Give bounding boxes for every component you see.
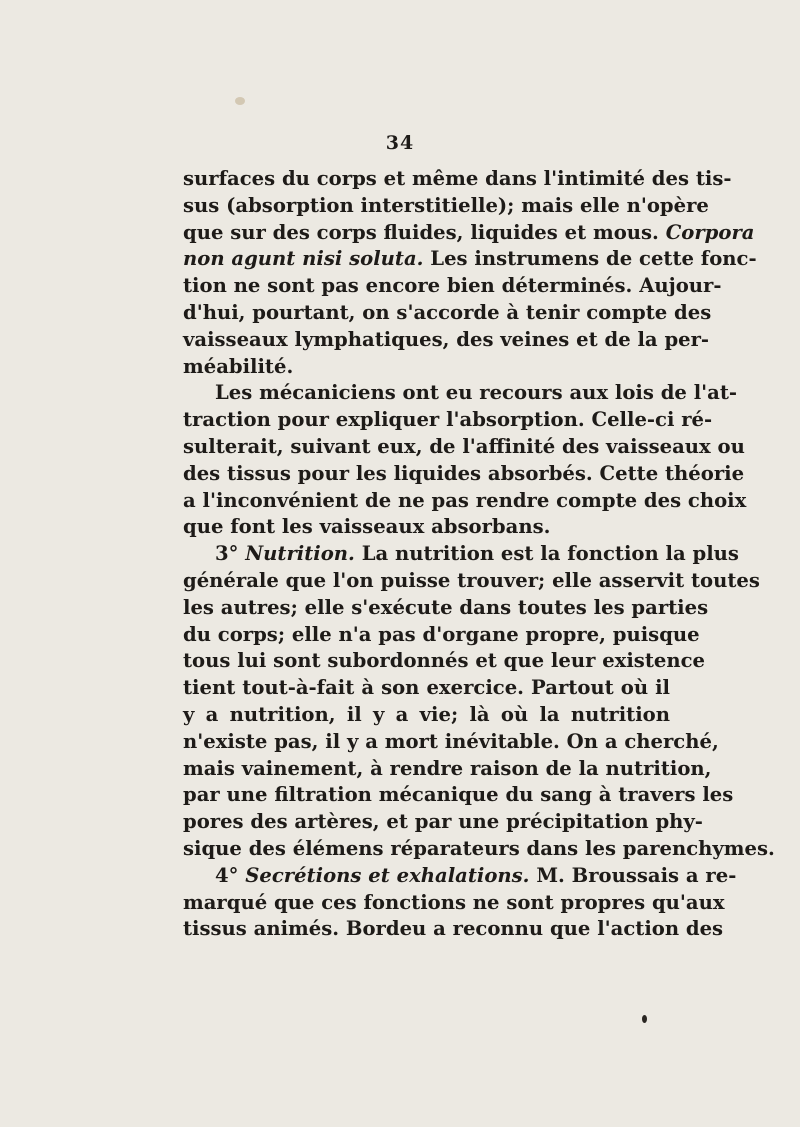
text-line: tous lui sont subordonnés et que leur existence [183,649,705,673]
body-text [183,166,775,943]
text-line: Les mécaniciens ont eu recours aux lois de l'at- [215,381,738,405]
ink-smudge [235,97,245,105]
text-line: générale que l'on puisse trouver; elle asservit toutes [183,568,760,592]
text-line: des tissus pour les liquides absorbés. Cette théorie [183,461,745,485]
text-line: méabilité. [183,354,294,378]
text-line: surfaces du corps et même dans l'intimité des tis- [183,167,732,190]
text-line: a l'inconvénient de ne pas rendre compte des choix [183,488,747,512]
text-line: 3° Nutrition. La nutrition est la fonction la plus [215,542,739,566]
text-line: y a nutrition, il y a vie; là où la nutrition [183,702,670,726]
text-line: pores des artères, et par une précipitation phy- [183,810,703,834]
text-line: n'existe pas, il y a mort inévitable. On a cherché, [183,729,719,753]
text-line: 4° Secrétions et exhalations. M. Broussais a re- [215,863,737,887]
text-line: les autres; elle s'exécute dans toutes les parties [183,595,709,619]
text-line: tissus animés. Bordeu a reconnu que l'action des [183,917,724,941]
text-line: mais vainement, à rendre raison de la nutrition, [183,756,712,780]
text-line: marqué que ces fonctions ne sont propres qu'aux [183,890,725,914]
text-line: sique des élémens réparateurs dans les parenchymes. [183,836,775,860]
text-line: traction pour expliquer l'absorption. Celle-ci ré- [183,408,713,432]
text-line: par une filtration mécanique du sang à travers les [183,783,734,807]
text-line: non agunt nisi soluta. Les instrumens de cette fonc- [183,247,757,271]
text-line: du corps; elle n'a pas d'organe propre, puisque [183,622,700,646]
ink-dot [642,1015,647,1023]
text-line: que sur des corps fluides, liquides et mous. Corpora [183,220,755,244]
text-line: tion ne sont pas encore bien déterminés. Aujour- [183,274,722,298]
text-line: tient tout-à-fait à son exercice. Partout où il [183,676,670,700]
text-line: d'hui, pourtant, on s'accorde à tenir compte des [183,300,712,324]
text-line: sulterait, suivant eux, de l'affinité des vaisseaux ou [183,434,745,458]
page-number: 34 [385,132,415,154]
text-line: que font les vaisseaux absorbans. [183,515,551,539]
text-line: sus (absorption interstitielle); mais elle n'opère [183,193,709,217]
text-line: vaisseaux lymphatiques, des veines et de la per- [183,327,710,351]
